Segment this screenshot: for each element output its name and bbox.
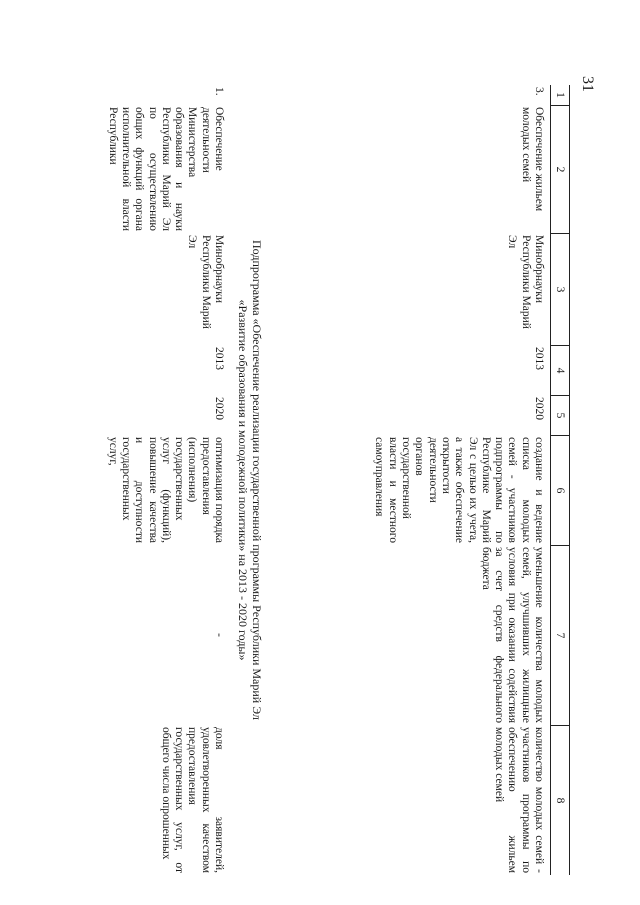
row1-number: 1. [213,87,225,96]
row1-consequences: - [213,633,225,637]
row1-indicator: доля заявителей, удовлетворенных качеством предоставления государственных услуг, от общего числа опрошенных [159,727,225,873]
header-col-1: 1 [554,92,566,98]
row1-executor: Минобрнауки Республики Марий Эл [186,235,225,329]
header-col-3: 3 [551,233,569,345]
row1-end-year: 2020 [213,397,225,420]
row3-expected-result: создание и ведение списка молодых семей - участников подпрограммы по Республике Марий Эл с целью их учета, а также обеспечение открытости деятельности органов государственной власти и местного самоуправления [373,437,545,543]
header-col-6: 6 [551,435,569,545]
row3-start-year: 2013 [533,347,545,370]
rotated-table-page [70,85,570,875]
subprogram-title [236,85,264,875]
header-col-8: 8 [551,725,569,875]
row1-expected-result: оптимизация порядка предоставления (исполнения) государственных услуг (функций), повышение качества и доступности государственных услуг, [106,437,225,543]
table-row-1 [65,85,225,875]
page-number: 31 [579,76,596,92]
header-col-2: 2 [551,105,569,233]
header-col-5: 5 [551,395,569,435]
row3-indicator: количество молодых семей - участников программы по обеспечению жильем молодых семей [493,727,545,873]
row1-name: Обеспечение деятельности Министерства образования и науки Республики Марий Эл по осуществлению общих функций органа исполнительной власти Республики [106,107,225,231]
table-row-3 [275,85,545,875]
header-col-4: 4 [551,345,569,395]
header-col-7: 7 [551,545,569,725]
row1-start-year: 2013 [213,347,225,370]
table-header-row [550,85,570,875]
row3-end-year: 2020 [533,397,545,420]
subprogram-title-line1: Подпрограмма «Обеспечение реализации государственной программы Республики Марий Эл [250,240,264,720]
row3-consequences: уменьшение количества молодых семей, улучшивших жилищные условия при оказании содействия за счет средств федерального бюджета [479,547,545,723]
row3-executor: Минобрнауки Республики Марий Эл [506,235,545,329]
row3-name: Обеспечение жильем молодых семей [519,107,545,212]
subprogram-title-line2: «Развитие образования и молодежной политики» на 2013 - 2020 годы» [236,299,250,661]
row3-number: 3. [533,87,545,96]
